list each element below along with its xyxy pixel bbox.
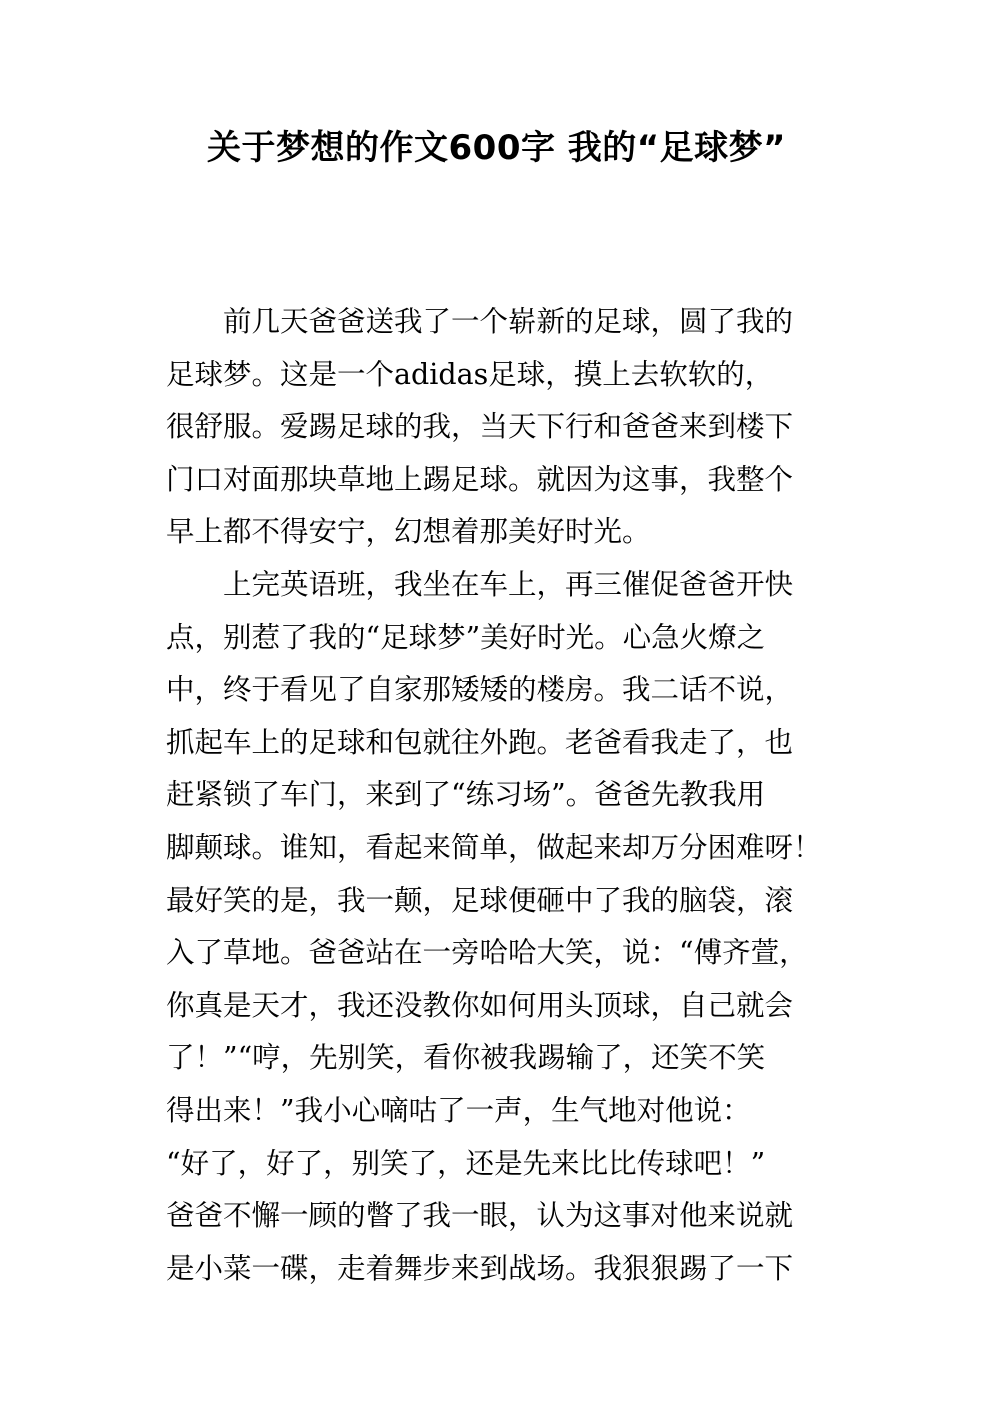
text-line: 赶紧锁了车门，来到了“练习场”。爸爸先教我用 xyxy=(166,778,766,812)
text-line: 门口对面那块草地上踢足球。就因为这事，我整个 xyxy=(166,462,794,496)
text-line: 爸爸不懈一顾的瞥了我一眼，认为这事对他来说就 xyxy=(166,1199,794,1233)
text-line: 得出来！”我小心嘀咕了一声，生气地对他说： xyxy=(166,1093,751,1127)
text-line: 很舒服。爱踢足球的我，当天下行和爸爸来到楼下 xyxy=(166,410,794,444)
text-line: 入了草地。爸爸站在一旁哈哈大笑，说：“傅齐萱， xyxy=(166,936,808,970)
text-line: 早上都不得安宁，幻想着那美好时光。 xyxy=(166,515,651,549)
essay-body xyxy=(166,296,832,1295)
document-title: 关于梦想的作文600字 我的“足球梦” xyxy=(207,128,786,168)
text-line: 最好笑的是，我一颠，足球便砸中了我的脑袋，滚 xyxy=(166,883,794,917)
text-line: 上完英语班，我坐在车上，再三催促爸爸开快 xyxy=(166,567,794,601)
text-line: 前几天爸爸送我了一个崭新的足球，圆了我的 xyxy=(166,305,794,338)
text-line: “好了，好了，别笑了，还是先来比比传球吧！” xyxy=(166,1146,766,1180)
text-line: 了！”“哼，先别笑，看你被我踢输了，还笑不笑 xyxy=(166,1041,766,1075)
text-line: 中，终于看见了自家那矮矮的楼房。我二话不说， xyxy=(166,673,794,707)
text-line: 足球梦。这是一个adidas足球，摸上去软软的， xyxy=(166,357,774,391)
text-line: 是小菜一碟，走着舞步来到战场。我狠狠踢了一下 xyxy=(166,1251,794,1285)
text-line: 抓起车上的足球和包就往外跑。老爸看我走了，也 xyxy=(166,725,794,759)
text-line: 你真是天才，我还没教你如何用头顶球，自己就会 xyxy=(166,988,794,1022)
text-line: 点，别惹了我的“足球梦”美好时光。心急火燎之 xyxy=(166,620,766,654)
text-line: 脚颠球。谁知，看起来简单，做起来却万分困难呀！ xyxy=(166,830,822,864)
